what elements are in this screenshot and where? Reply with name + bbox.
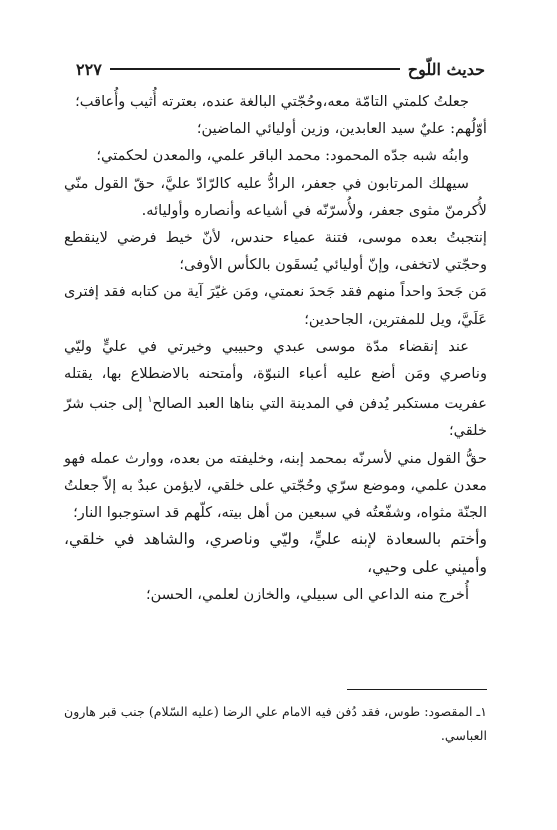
running-title: حديث اللّوح bbox=[407, 59, 485, 79]
running-header bbox=[76, 56, 485, 82]
footnote-separator bbox=[347, 689, 487, 690]
paragraph-text: عند إنقضاء مدّة موسى عبدي وحبيبي وخيرتي في عليٍّ وليّي وناصري ومَن أضع عليه أعباء النبوّة، وأمتحنه بالاضطلاع بها، يقتله عفريت مستكبر يُدفن في المدينة التي بناها العبد الصالح bbox=[64, 337, 487, 413]
paragraph-text-end: إلى جنب شرّ خلقي؛ bbox=[64, 395, 487, 440]
paragraph: وأختم بالسعادة لإبنه عليٍّ، وليّي وناصري، والشاهد في خلقي، وأميني على وحيي، bbox=[64, 530, 487, 576]
paragraph-with-footnote bbox=[64, 333, 487, 445]
main-text bbox=[64, 88, 487, 609]
footnote-marker: ١ bbox=[147, 395, 153, 406]
paragraph: جعلتُ كلمتي التامّة معه،وحُجّتي البالغة عنده، بعترته أُثيب وأُعاقب؛ bbox=[75, 93, 469, 110]
paragraph: سيهلك المرتابون في جعفر، الرادُّ عليه كالرّادّ عليَّ، حقّ القول منّي لأُكرمنّ مثوى جعفر، ولأُسرّنّه في أشياعه وأنصاره وأوليائه. bbox=[64, 174, 487, 219]
paragraph: إنتجبتُ بعده موسى، فتنة عمياء حندس، لأنّ خيط فرضي لاينقطع وحجّتي لاتخفى، وإنّ أوليائي يُسقَون بالكأس الأوفى؛ bbox=[64, 229, 487, 274]
paragraph: أوّلُهم: عليٌ سيد العابدين، وزين أوليائي الماضين؛ bbox=[196, 120, 487, 138]
paragraph: أُخرج منه الداعي الى سبيلي، والخازن لعلمي، الحسن؛ bbox=[145, 586, 469, 604]
paragraph: حقُّ القول مني لأسرنّه بمحمد إبنه، وخليفته من بعده، ووارث عمله فهو معدن علمي، وموضع سرّي وحُجّتي على خلقي، لايؤمن عبدٌ به إلاّ جعلتُ الجنّة مثواه، وشفّعتُه في سبعين من أهل بيته، كلّهم قد استوجبوا النار؛ bbox=[64, 449, 487, 521]
footnote: ١ـ المقصود: طوس، فقد دُفن فيه الامام علي الرضا (عليه السّلام) جنب قبر هارون العباسي. bbox=[64, 704, 487, 743]
header-rule bbox=[110, 68, 400, 70]
page-number: ٢٢٧ bbox=[76, 59, 102, 79]
paragraph: مَن جَحدَ واحداً منهم فقد جَحدَ نعمتي، ومَن غيّرَ آية من كتابه فقد إفترى عَلَيَّ، ويل للمفترين، الجاحدين؛ bbox=[64, 283, 487, 328]
paragraph: وابنُه شبه جدّه المحمود: محمد الباقر علمي، والمعدن لحكمتي؛ bbox=[96, 147, 469, 165]
